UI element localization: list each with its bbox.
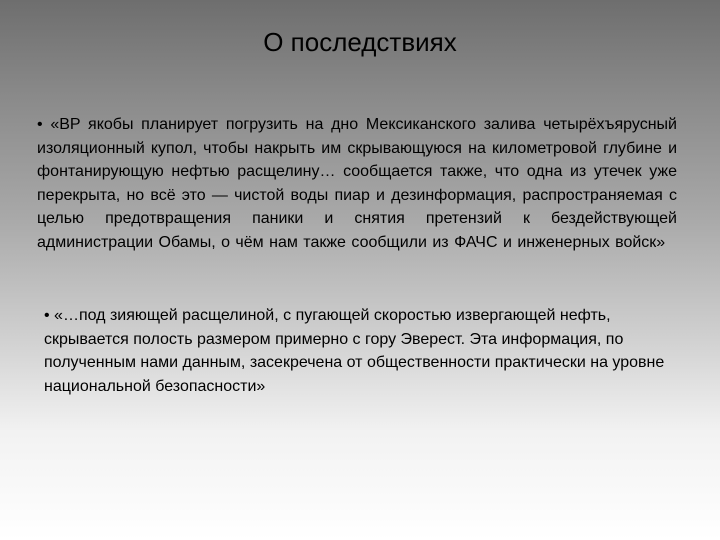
bullet-paragraph-1: • «BP якобы планирует погрузить на дно Мексиканского залива четырёхъярусный изоляционный купол, чтобы накрыть им скрывающуюся на километровой глубине и фонтанирующую нефтью расщелину… сообщается также, что одна из утечек уже перекрыта, но всё это — чистой воды пиар и дезинформация, распространяемая с целью предотвращения паники и снятия претензий к бездействующей администрации Обамы, о чём нам также сообщили из ФАЧС и инженерных войск» (37, 116, 677, 251)
slide-title: О последствиях (263, 27, 457, 57)
bullet-paragraph-2: • «…под зияющей расщелиной, с пугающей скоростью извергающей нефть, скрывается полость размером примерно с гору Эверест. Эта информация, по полученным нами данным, засекречена от общественности практически на уровне национальной безопасности» (44, 307, 665, 395)
